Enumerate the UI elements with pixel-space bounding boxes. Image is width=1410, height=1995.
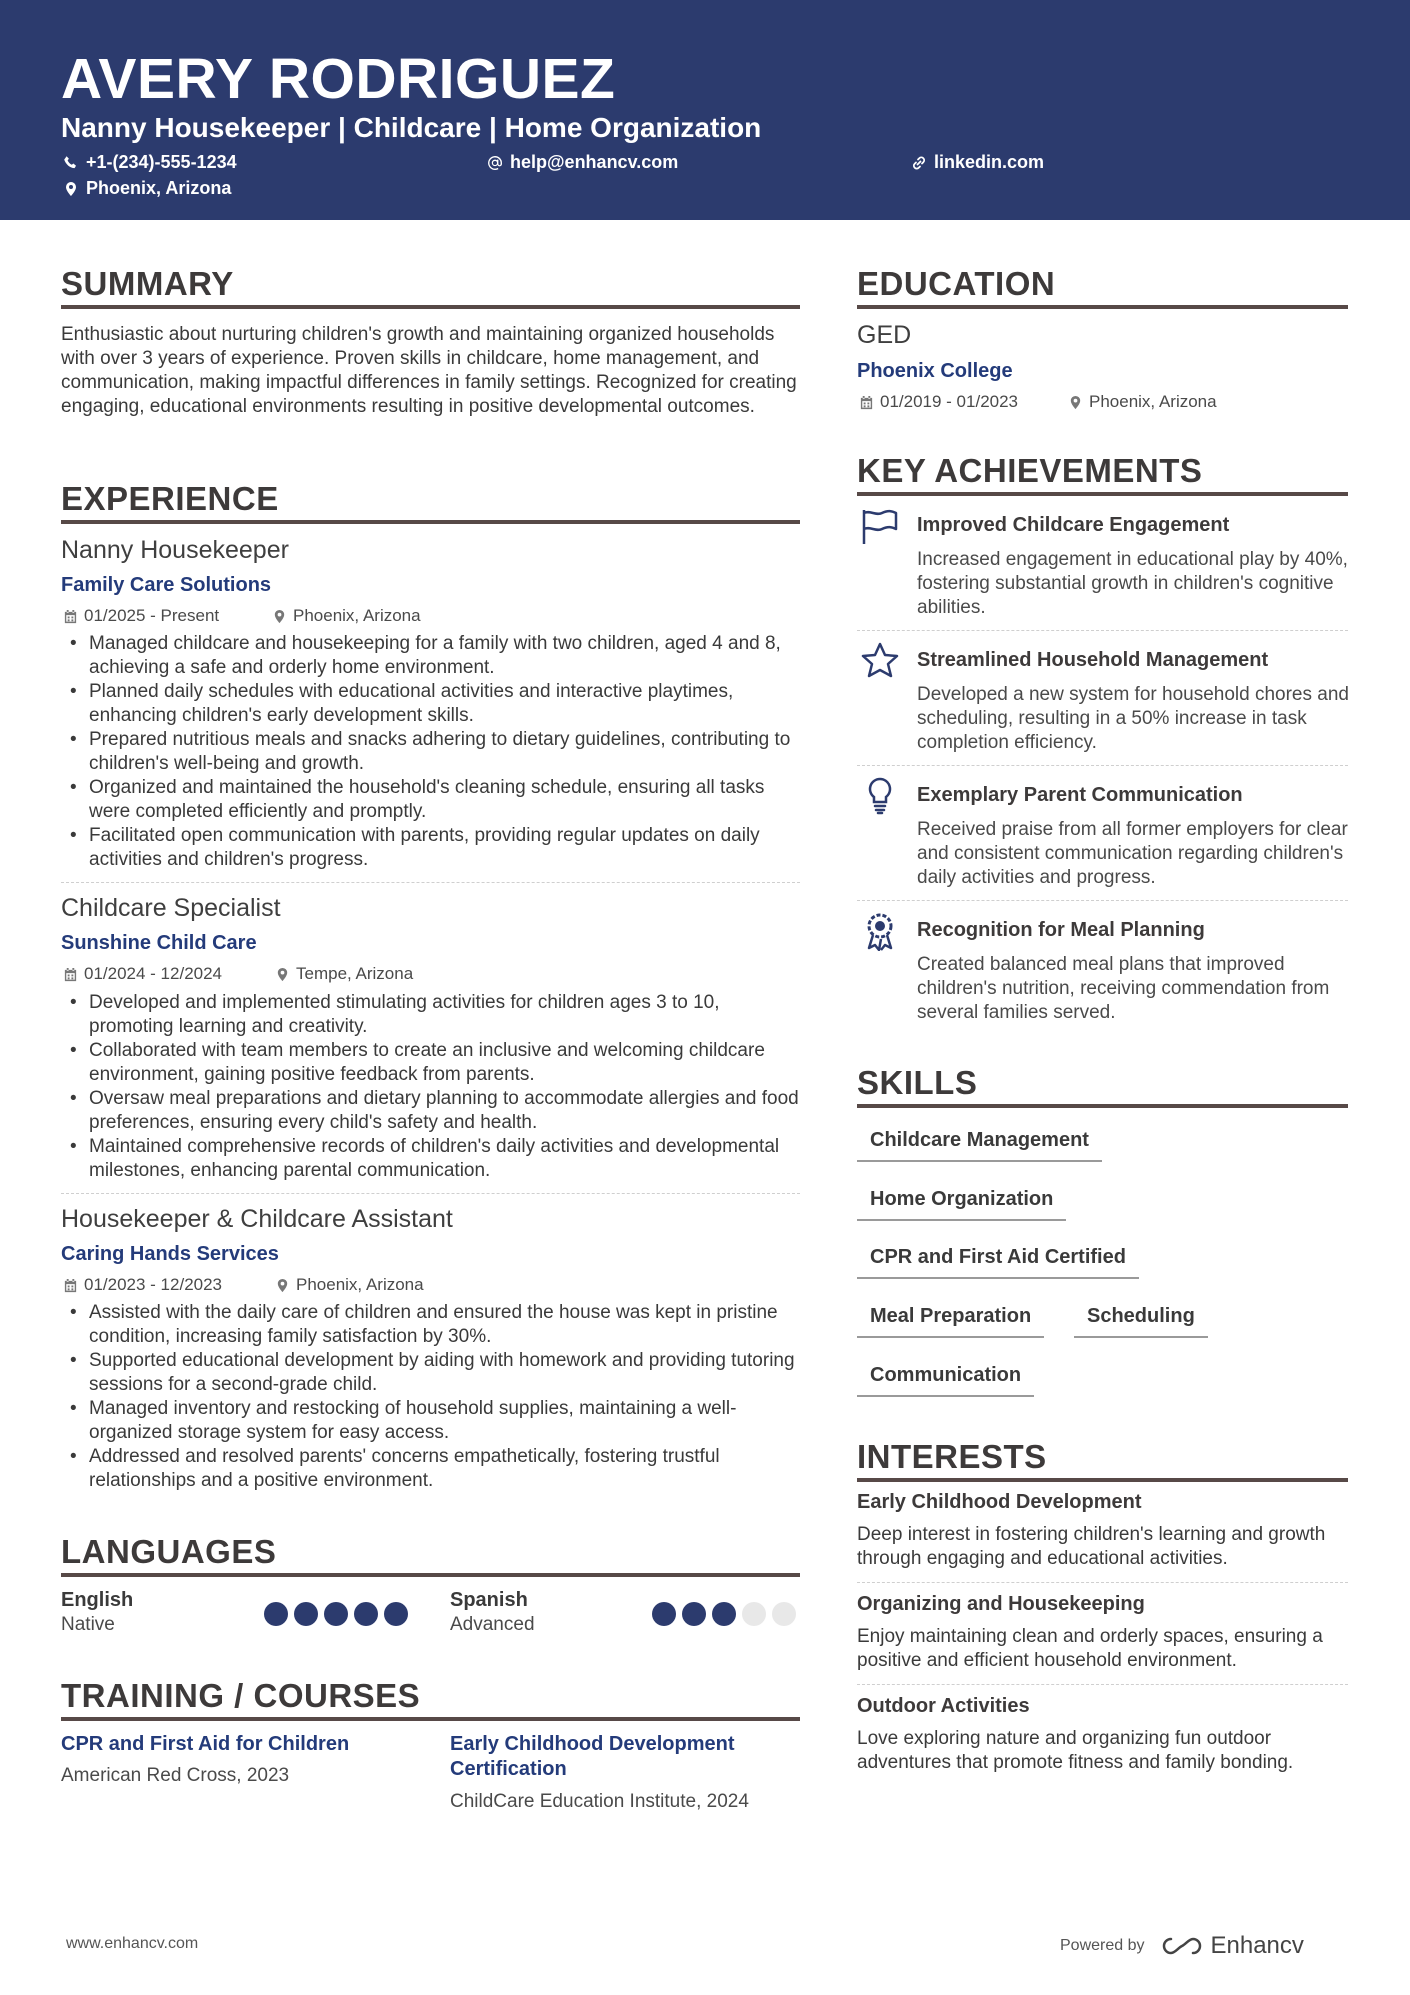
interest-title: Early Childhood Development — [857, 1491, 1142, 1513]
job-location — [272, 606, 421, 626]
interest-text: Enjoy maintaining clean and orderly spaces, ensuring a positive and efficient household environment. — [857, 1626, 1323, 1671]
skill-tag: Scheduling — [1074, 1305, 1208, 1338]
rating-dot-empty — [772, 1602, 796, 1626]
summary-text: Enthusiastic about nurturing children's growth and maintaining organized households with over 3 years of experience. Proven skills in childcare, home management, and communication, making impactful differences in family settings. Recognized for creating engaging, educational environments resulting in positive developmental outcomes. — [61, 324, 797, 417]
email-contact[interactable] — [487, 152, 678, 173]
achievement-text: Increased engagement in educational play by 40%, fostering substantial growth in children's cognitive abilities. — [917, 549, 1348, 618]
training-heading: TRAINING / COURSES — [61, 1677, 421, 1714]
achievement-divider — [857, 765, 1348, 766]
job-dates — [63, 964, 222, 984]
candidate-name: AVERY RODRIGUEZ — [61, 47, 616, 111]
candidate-tagline: Nanny Housekeeper | Childcare | Home Organization — [61, 112, 762, 143]
interest-text: Deep interest in fostering children's learning and growth through engaging and educational activities. — [857, 1524, 1326, 1569]
rating-dot-filled — [324, 1602, 348, 1626]
skill-tag: Communication — [857, 1364, 1034, 1397]
interest-divider — [857, 1582, 1348, 1583]
job-dates-text: 01/2023 - 12/2023 — [84, 1275, 223, 1294]
job-bullet: • Planned daily schedules with educational activities and interactive playtimes, enhancing children's early development skills. — [89, 680, 804, 728]
job-title: Childcare Specialist — [61, 894, 281, 922]
job-bullets — [89, 1301, 804, 1493]
skills-heading: SKILLS — [857, 1064, 978, 1101]
star-icon — [860, 641, 900, 681]
education-location-text: Phoenix, Arizona — [1089, 392, 1217, 411]
calendar-icon — [859, 395, 874, 410]
education-location — [1068, 392, 1217, 412]
rating-dot-empty — [742, 1602, 766, 1626]
email-text: help@enhancv.com — [510, 152, 679, 172]
location-pin-icon — [272, 609, 287, 624]
achievement-text: Created balanced meal plans that improved children's nutrition, receiving commendation from several families served. — [917, 954, 1330, 1023]
job-dates-text: 01/2025 - Present — [84, 606, 220, 625]
job-bullet: • Developed and implemented stimulating activities for children ages 3 to 10, promoting learning and creativity. — [89, 991, 804, 1039]
location-contact — [63, 178, 231, 199]
job-bullet: • Maintained comprehensive records of children's daily activities and developmental milestones, enhancing parental communication. — [89, 1135, 804, 1183]
skills-rule — [857, 1104, 1348, 1108]
achievement-title: Recognition for Meal Planning — [917, 919, 1205, 941]
enhancv-brand-text: Enhancv — [1210, 1932, 1304, 1959]
phone-text: +1-(234)-555-1234 — [86, 152, 237, 172]
language-rating — [264, 1602, 408, 1626]
rating-dot-filled — [264, 1602, 288, 1626]
footer-website[interactable]: www.enhancv.com — [66, 1935, 199, 1952]
linkedin-text: linkedin.com — [934, 152, 1045, 172]
interests-heading: INTERESTS — [857, 1438, 1047, 1475]
interest-title: Organizing and Housekeeping — [857, 1593, 1145, 1615]
skill-tag: Childcare Management — [857, 1129, 1102, 1162]
location-pin-icon — [63, 181, 79, 197]
job-title: Nanny Housekeeper — [61, 536, 289, 564]
job-bullet: • Organized and maintained the household's cleaning schedule, ensuring all tasks were completed efficiently and promptly. — [89, 776, 804, 824]
languages-heading: LANGUAGES — [61, 1533, 277, 1570]
achievement-text: Received praise from all former employers for clear and consistent communication regarding children's daily activities and progress. — [917, 819, 1348, 888]
skill-tag: Home Organization — [857, 1188, 1066, 1221]
location-pin-icon — [1068, 395, 1083, 410]
calendar-icon — [63, 967, 78, 982]
job-dates-text: 01/2024 - 12/2024 — [84, 964, 223, 983]
rating-dot-filled — [682, 1602, 706, 1626]
summary-heading: SUMMARY — [61, 265, 234, 302]
interest-title: Outdoor Activities — [857, 1695, 1030, 1717]
calendar-icon — [63, 609, 78, 624]
footer-branding — [1060, 1932, 1304, 1960]
rating-dot-filled — [294, 1602, 318, 1626]
language-level: Native — [61, 1614, 115, 1635]
achievements-heading: KEY ACHIEVEMENTS — [857, 452, 1203, 489]
job-bullet: • Oversaw meal preparations and dietary planning to accommodate allergies and food preferences, ensuring every child's safety and health. — [89, 1087, 804, 1135]
summary-rule — [61, 305, 800, 309]
job-location-text: Phoenix, Arizona — [296, 1275, 424, 1294]
phone-contact[interactable] — [63, 152, 237, 173]
education-dates-text: 01/2019 - 01/2023 — [880, 392, 1019, 411]
training-rule — [61, 1717, 800, 1721]
job-bullet: • Managed inventory and restocking of household supplies, maintaining a well-organized storage system for easy access. — [89, 1397, 804, 1445]
language-name: Spanish — [450, 1589, 528, 1611]
enhancv-logo-icon — [1159, 1935, 1205, 1957]
education-dates — [859, 392, 1018, 412]
achievement-title: Exemplary Parent Communication — [917, 784, 1243, 806]
interests-rule — [857, 1478, 1348, 1482]
rating-dot-filled — [354, 1602, 378, 1626]
job-location — [275, 1275, 424, 1295]
experience-heading: EXPERIENCE — [61, 480, 279, 517]
job-bullet: • Addressed and resolved parents' concerns empathetically, fostering trustful relationships and a positive environment. — [89, 1445, 804, 1493]
education-rule — [857, 305, 1348, 309]
location-text: Phoenix, Arizona — [86, 178, 232, 198]
job-company: Caring Hands Services — [61, 1243, 279, 1265]
course-org: ChildCare Education Institute, 2024 — [450, 1791, 749, 1812]
education-heading: EDUCATION — [857, 265, 1056, 302]
job-company: Family Care Solutions — [61, 574, 272, 596]
phone-icon — [63, 155, 79, 171]
skill-tag: CPR and First Aid Certified — [857, 1246, 1139, 1279]
job-dates — [63, 1275, 222, 1295]
interest-text: Love exploring nature and organizing fun outdoor adventures that promote fitness and family bonding. — [857, 1728, 1294, 1773]
job-dates — [63, 606, 219, 626]
job-location-text: Tempe, Arizona — [296, 964, 414, 983]
lightbulb-icon — [860, 776, 900, 816]
job-bullets — [89, 991, 804, 1183]
job-company: Sunshine Child Care — [61, 932, 257, 954]
job-divider — [61, 882, 800, 883]
language-name: English — [61, 1589, 134, 1611]
achievement-title: Streamlined Household Management — [917, 649, 1269, 671]
job-divider — [61, 1193, 800, 1194]
achievement-title: Improved Childcare Engagement — [917, 514, 1230, 536]
job-bullets — [89, 632, 804, 872]
achievement-divider — [857, 630, 1348, 631]
education-school: Phoenix College — [857, 360, 1013, 382]
rating-dot-filled — [712, 1602, 736, 1626]
course-org: American Red Cross, 2023 — [61, 1765, 290, 1786]
calendar-icon — [63, 1278, 78, 1293]
powered-by-text: Powered by — [1060, 1937, 1145, 1954]
job-bullet: • Prepared nutritious meals and snacks adhering to dietary guidelines, contributing to children's well-being and growth. — [89, 728, 804, 776]
job-bullet: • Supported educational development by aiding with homework and providing tutoring sessions for a second-grade child. — [89, 1349, 804, 1397]
award-ribbon-icon — [860, 911, 900, 951]
experience-rule — [61, 520, 800, 524]
languages-rule — [61, 1573, 800, 1577]
resume-header — [0, 0, 1410, 220]
job-bullet: • Managed childcare and housekeeping for a family with two children, aged 4 and 8, achieving a safe and orderly home environment. — [89, 632, 804, 680]
at-sign-icon — [487, 155, 503, 171]
course-title: CPR and First Aid for Children — [61, 1733, 350, 1755]
achievements-rule — [857, 492, 1348, 496]
location-pin-icon — [275, 967, 290, 982]
course-title: Early Childhood Development Certification — [450, 1733, 735, 1780]
achievement-divider — [857, 900, 1348, 901]
language-level: Advanced — [450, 1614, 535, 1635]
job-title: Housekeeper & Childcare Assistant — [61, 1205, 453, 1233]
job-location — [275, 964, 413, 984]
language-rating — [652, 1602, 796, 1626]
rating-dot-filled — [384, 1602, 408, 1626]
enhancv-logo[interactable] — [1159, 1932, 1304, 1960]
flag-icon — [860, 507, 900, 547]
linkedin-contact[interactable] — [911, 152, 1044, 173]
skill-tag: Meal Preparation — [857, 1305, 1044, 1338]
job-bullet: • Assisted with the daily care of children and ensured the house was kept in pristine condition, increasing family satisfaction by 30%. — [89, 1301, 804, 1349]
link-icon — [911, 155, 927, 171]
location-pin-icon — [275, 1278, 290, 1293]
job-location-text: Phoenix, Arizona — [293, 606, 421, 625]
education-degree: GED — [857, 321, 912, 349]
achievement-text: Developed a new system for household chores and scheduling, resulting in a 50% increase in task completion efficiency. — [917, 684, 1349, 753]
interest-divider — [857, 1684, 1348, 1685]
job-bullet: • Facilitated open communication with parents, providing regular updates on daily activities and children's progress. — [89, 824, 804, 872]
job-bullet: • Collaborated with team members to create an inclusive and welcoming childcare environment, gaining positive feedback from parents. — [89, 1039, 804, 1087]
rating-dot-filled — [652, 1602, 676, 1626]
